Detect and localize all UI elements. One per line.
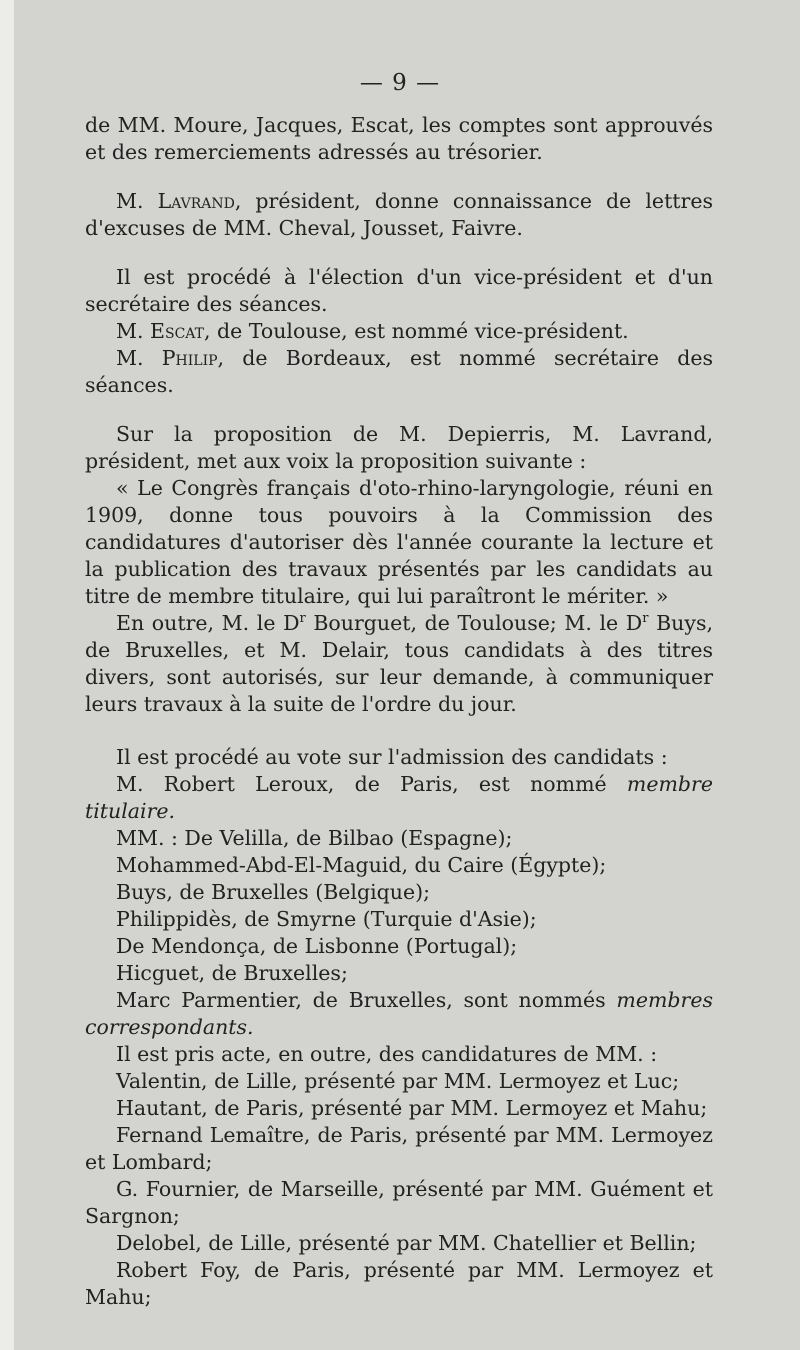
quoted-proposal: « Le Congrès français d'oto-rhino-laryngologie, réuni en 1909, donne tous pouvoirs à la Commission des candidatures d'autoriser dès l'année courante la lecture et la publication des travaux présentés par les candidats au titre de membre titulaire, qui lui paraîtront le mériter. » (85, 476, 713, 608)
paragraph: En outre, M. le $D^r$ Bourguet, de Toulouse; M. le $D^r$ Buys, de Bruxelles, et M. Delair, tous candidats à des titres divers, sont autorisés, sur leur demande, à communiquer leurs travaux à la suite de l'ordre du jour. (85, 611, 713, 716)
paragraph: Il est procédé au vote sur l'admission des candidats : (116, 745, 668, 769)
list-item: MM. : De Velilla, de Bilbao (Espagne); (116, 826, 513, 850)
paragraph: M. Lavrand, président, donne connaissance de lettres d'excuses de MM. Cheval, Jousset, Faivre. (85, 189, 713, 240)
list-item: Hautant, de Paris, présenté par MM. Lermoyez et Mahu; (116, 1096, 708, 1120)
body-text (85, 112, 713, 1311)
list-item: Fernand Lemaître, de Paris, présenté par MM. Lermoyez et Lombard; (85, 1123, 713, 1174)
paragraph: Il est pris acte, en outre, des candidatures de MM. : (116, 1042, 658, 1066)
page-number: — 9 — (359, 70, 441, 96)
list-item: Buys, de Bruxelles (Belgique); (116, 880, 431, 904)
list-item: G. Fournier, de Marseille, présenté par MM. Guément et Sargnon; (85, 1177, 713, 1228)
page-edge (0, 0, 14, 1350)
paragraph: de MM. Moure, Jacques, Escat, les comptes sont approuvés et des remerciements adressés au trésorier. (85, 113, 713, 164)
paragraph: M. Escat, de Toulouse, est nommé vice-président. (116, 319, 629, 343)
paragraph: Sur la proposition de M. Depierris, M. Lavrand, président, met aux voix la proposition suivante : (85, 422, 713, 473)
list-item: Delobel, de Lille, présenté par MM. Chatellier et Bellin; (116, 1231, 697, 1255)
list-item: Valentin, de Lille, présenté par MM. Lermoyez et Luc; (116, 1069, 680, 1093)
paragraph: Il est procédé à l'élection d'un vice-président et d'un secrétaire des séances. (85, 265, 713, 316)
list-item: Mohammed-Abd-El-Maguid, du Caire (Égypte); (116, 853, 607, 877)
list-item: Marc Parmentier, de Bruxelles, sont nommés membres correspondants. (85, 988, 713, 1039)
paragraph: M. Robert Leroux, de Paris, est nommé membre titulaire. (85, 772, 713, 823)
list-item: Philippidès, de Smyrne (Turquie d'Asie); (116, 907, 537, 931)
paragraph: M. Philip, de Bordeaux, est nommé secrétaire des séances. (85, 346, 713, 397)
list-item: Hicguet, de Bruxelles; (116, 961, 348, 985)
list-item: Robert Foy, de Paris, présenté par MM. Lermoyez et Mahu; (85, 1258, 713, 1309)
list-item: De Mendonça, de Lisbonne (Portugal); (116, 934, 518, 958)
